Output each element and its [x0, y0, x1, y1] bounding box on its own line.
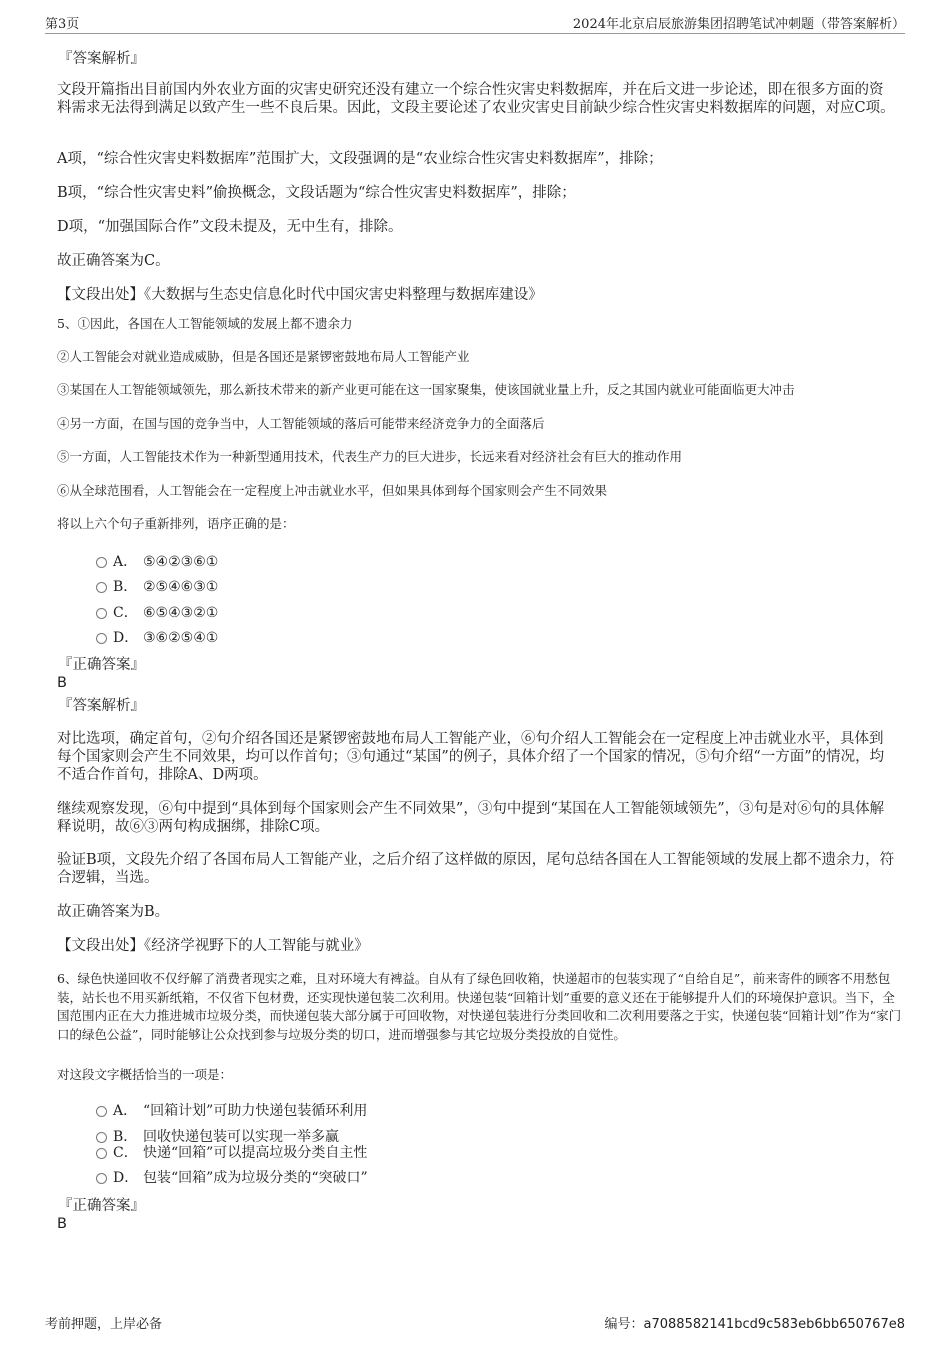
radio-icon[interactable]: [96, 633, 107, 644]
explain-paragraph: A项，“综合性灾害史料数据库”范围扩大，文段强调的是“农业综合性灾害史料数据库”，排除；: [57, 151, 663, 167]
explain-paragraph: 验证B项，文段先介绍了各国布局人工智能产业，之后介绍了这样做的原因，尾句总结各国在人工智能领域的发展上都不遗余力，符合逻辑，当选。: [57, 852, 895, 886]
explain-paragraph: 故正确答案为C。: [57, 253, 170, 269]
option-c[interactable]: C． 快递“回箱”可以提高垃圾分类自主性: [96, 1144, 367, 1162]
page-header: [45, 13, 905, 34]
correct-answer-label: 『正确答案』: [58, 657, 145, 673]
explain-paragraph: 故正确答案为B。: [57, 904, 170, 920]
question-sentence: ⑤一方面，人工智能技术作为一种新型通用技术，代表生产力的巨大进步，长远来看对经济社会有巨大的推动作用: [57, 449, 683, 464]
question-sentence: ②人工智能会对就业造成威胁，但是各国还是紧锣密鼓地布局人工智能产业: [57, 349, 470, 364]
radio-icon[interactable]: [96, 557, 107, 568]
explain-paragraph: 文段开篇指出目前国内外农业方面的灾害史研究还没有建立一个综合性灾害史料数据库，并在后文进一步论述，即在很多方面的资料需求无法得到满足以致产生一些不良后果。因此，文段主要论述了农业灾害史目前缺少综合性灾害史料数据库的问题，对应C项。: [57, 82, 895, 116]
explain-paragraph: D项，“加强国际合作”文段未提及，无中生有，排除。: [57, 219, 403, 235]
document-code: 编号：a7088582141bcd9c583eb6bb650767e8: [604, 1317, 905, 1332]
explain-label: 『答案解析』: [58, 51, 145, 67]
radio-icon[interactable]: [96, 1106, 107, 1117]
question-sentence: ④另一方面，在国与国的竞争当中，人工智能领域的落后可能带来经济竞争力的全面落后: [57, 416, 545, 431]
question-stem: 6、绿色快递回收不仅纾解了消费者现实之难，且对环境大有裨益。自从有了绿色回收箱，快递超市的包装实现了“自给自足”，前来寄件的顾客不用愁包装，站长也不用买新纸箱，不仅省下包材费，还实现快递包装二次利用。快递包装“回箱计划”重要的意义还在于能够提升人们的环境保护意识。当下，全国范围内正在大力推进城市垃圾分类，而快递包装大部分属于可回收物，对快递包装进行分类回收和二次利用要落之于实，快递包装“回箱计划”作为“家门口的绿色公益”，同时能够让公众找到参与垃圾分类的切口，进而增强参与其它垃圾分类投放的自觉性。: [57, 971, 902, 1042]
question-sentence: 5、①因此，各国在人工智能领域的发展上都不遗余力: [57, 316, 353, 331]
question-sentence: ⑥从全球范围看，人工智能会在一定程度上冲击就业水平，但如果具体到每个国家则会产生不同效果: [57, 483, 608, 498]
question-sentence: ③某国在人工智能领域领先，那么新技术带来的新产业更可能在这一国家聚集，使该国就业量上升，反之其国内就业可能面临更大冲击: [57, 382, 795, 397]
option-b[interactable]: B． ②⑤④⑥③①: [96, 578, 218, 596]
page-number: 第3页: [45, 17, 80, 32]
correct-answer: B: [57, 675, 67, 691]
explain-label: 『答案解析』: [58, 698, 145, 714]
radio-icon[interactable]: [96, 1132, 107, 1143]
question-prompt: 将以上六个句子重新排列，语序正确的是：: [57, 516, 295, 531]
radio-icon[interactable]: [96, 1148, 107, 1159]
explain-paragraph: B项，“综合性灾害史料”偷换概念，文段话题为“综合性灾害史料数据库”，排除；: [57, 185, 576, 201]
explain-paragraph: 对比选项，确定首句，②句介绍各国还是紧锣密鼓地布局人工智能产业，⑥句介绍人工智能会在一定程度上冲击就业水平，具体到每个国家则会产生不同效果，均可以作首句；③句通过“某国”的例子，具体介绍了一个国家的情况，⑤句介绍“一方面”的情况，均不适合作首句，排除A、D两项。: [57, 731, 885, 783]
option-c[interactable]: C． ⑥⑤④③②①: [96, 604, 218, 622]
correct-answer-label: 『正确答案』: [58, 1198, 145, 1214]
radio-icon[interactable]: [96, 608, 107, 619]
option-b[interactable]: B． 回收快递包装可以实现一举多赢: [96, 1128, 339, 1146]
radio-icon[interactable]: [96, 582, 107, 593]
question-prompt: 对这段文字概括恰当的一项是：: [57, 1067, 233, 1082]
option-a[interactable]: A． ⑤④②③⑥①: [96, 553, 218, 571]
option-a[interactable]: A． “回箱计划”可助力快递包装循环利用: [96, 1102, 367, 1120]
page-footer: [45, 1313, 905, 1333]
correct-answer: B: [57, 1216, 67, 1232]
document-title: 2024年北京启辰旅游集团招聘笔试冲刺题（带答案解析）: [572, 17, 905, 32]
explain-paragraph: 继续观察发现，⑥句中提到“具体到每个国家则会产生不同效果”，③句中提到“某国在人工智能领域领先”，③句是对⑥句的具体解释说明，故⑥③两句构成捆绑，排除C项。: [57, 801, 885, 835]
option-d[interactable]: D． ③⑥②⑤④①: [96, 629, 218, 647]
source-note: 【文段出处】《经济学视野下的人工智能与就业》: [57, 938, 369, 954]
footer-slogan: 考前押题，上岸必备: [45, 1317, 163, 1332]
source-note: 【文段出处】《大数据与生态史信息化时代中国灾害史料整理与数据库建设》: [57, 287, 543, 303]
radio-icon[interactable]: [96, 1173, 107, 1184]
option-d[interactable]: D． 包装“回箱”成为垃圾分类的“突破口”: [96, 1169, 368, 1187]
